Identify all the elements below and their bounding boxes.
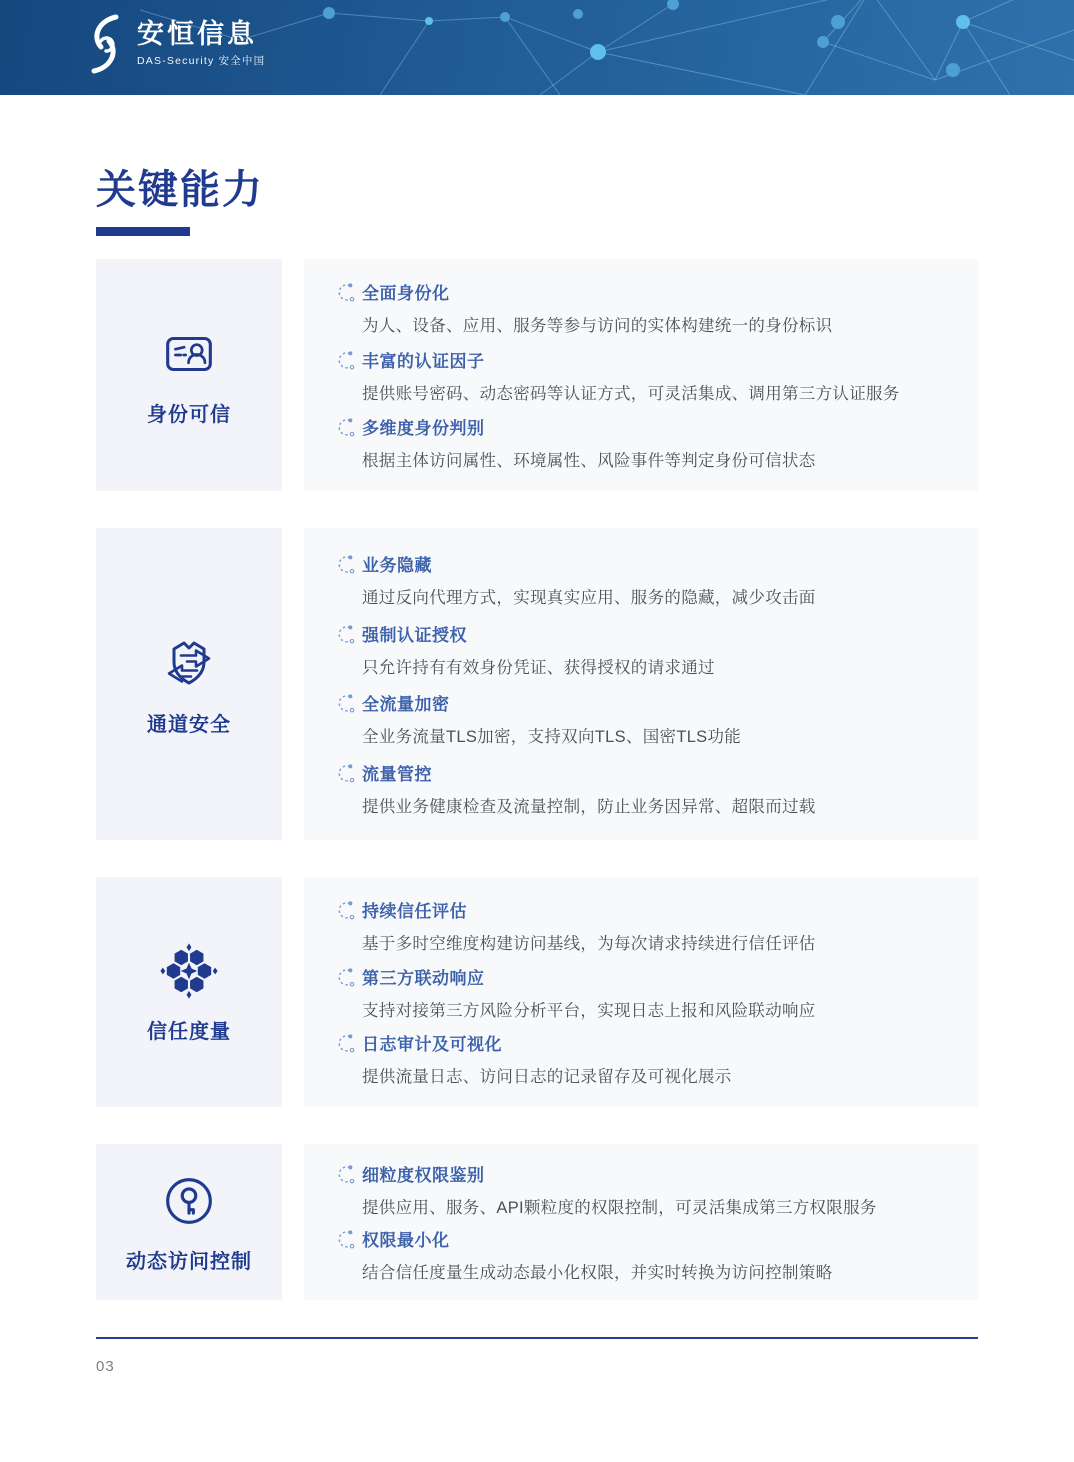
- capability-item: [336, 1030, 958, 1087]
- capability-item: [336, 414, 958, 471]
- dashed-arc-bullet-icon: [336, 763, 356, 785]
- id-card-icon: [158, 323, 220, 385]
- capability-section: [96, 877, 978, 1107]
- capability-item: [336, 1161, 958, 1218]
- capability-card-label: 动态访问控制: [126, 1251, 252, 1273]
- capability-item: [336, 760, 958, 817]
- capability-item-description: 提供业务健康检查及流量控制，防止业务因异常、超限而过载: [362, 798, 816, 817]
- capability-item: [336, 551, 958, 608]
- capability-item-title: 全流量加密: [362, 695, 450, 715]
- capability-item-title: 权限最小化: [362, 1230, 450, 1250]
- capability-item: [336, 621, 958, 678]
- capability-item-title: 业务隐藏: [362, 555, 432, 575]
- page-title: 关键能力: [96, 168, 264, 212]
- dashed-arc-bullet-icon: [336, 1033, 356, 1055]
- company-logo: [84, 13, 265, 75]
- dashed-arc-bullet-icon: [336, 624, 356, 646]
- page-number: 03: [96, 1358, 115, 1375]
- capability-card: [96, 259, 282, 491]
- capability-item-title: 持续信任评估: [362, 901, 467, 921]
- logo-text: [137, 20, 265, 69]
- capability-item-description: 提供账号密码、动态密码等认证方式，可灵活集成、调用第三方认证服务: [362, 384, 900, 403]
- dashed-arc-bullet-icon: [336, 693, 356, 715]
- shield-arrows-icon: [157, 631, 221, 695]
- capability-card: [96, 877, 282, 1107]
- capability-item-title: 第三方联动响应: [362, 968, 485, 988]
- capability-card: [96, 1144, 282, 1300]
- dashed-arc-bullet-icon: [336, 900, 356, 922]
- dashed-arc-bullet-icon: [336, 1229, 356, 1251]
- capability-section: [96, 1144, 978, 1300]
- capability-item: [336, 279, 958, 336]
- capability-item-description: 只允许持有有效身份凭证、获得授权的请求通过: [362, 658, 715, 677]
- capability-item-description: 提供流量日志、访问日志的记录留存及可视化展示: [362, 1068, 732, 1087]
- capability-item-description: 提供应用、服务、API颗粒度的权限控制，可灵活集成第三方权限服务: [362, 1199, 877, 1218]
- snowflake-icon: [158, 940, 220, 1002]
- capability-item: [336, 897, 958, 954]
- capability-item-description: 结合信任度量生成动态最小化权限，并实时转换为访问控制策略: [362, 1263, 833, 1282]
- capability-items-panel: [304, 528, 978, 840]
- capability-item-description: 支持对接第三方风险分析平台，实现日志上报和风险联动响应: [362, 1001, 816, 1020]
- key-icon: [158, 1170, 220, 1232]
- dashed-arc-bullet-icon: [336, 282, 356, 304]
- capability-section: [96, 259, 978, 491]
- capability-item-description: 根据主体访问属性、环境属性、风险事件等判定身份可信状态: [362, 451, 816, 470]
- capability-card-label: 身份可信: [147, 404, 231, 426]
- header-banner: [0, 0, 1074, 95]
- dashed-arc-bullet-icon: [336, 350, 356, 372]
- capability-items-panel: [304, 877, 978, 1107]
- logo-subtitle: DAS-Security 安全中国: [137, 55, 266, 68]
- capability-item-title: 细粒度权限鉴别: [362, 1166, 485, 1186]
- dashed-arc-bullet-icon: [336, 1164, 356, 1186]
- capability-items-panel: [304, 1144, 978, 1300]
- capability-item: [336, 1226, 958, 1283]
- capability-item: [336, 964, 958, 1021]
- capability-item-title: 多维度身份判别: [362, 418, 485, 438]
- capability-item-title: 流量管控: [362, 765, 432, 785]
- dashed-arc-bullet-icon: [336, 417, 356, 439]
- capability-card-label: 通道安全: [147, 714, 231, 736]
- das-swirl-logo-icon: [84, 13, 126, 75]
- capability-section: [96, 528, 978, 840]
- dashed-arc-bullet-icon: [336, 554, 356, 576]
- capability-item-title: 日志审计及可视化: [362, 1035, 502, 1055]
- title-underline: [96, 227, 190, 236]
- capability-card-label: 信任度量: [147, 1021, 231, 1043]
- page-content: [0, 170, 1074, 1300]
- capability-item-description: 全业务流量TLS加密，支持双向TLS、国密TLS功能: [362, 728, 742, 747]
- capability-item-title: 强制认证授权: [362, 625, 467, 645]
- capability-item-description: 基于多时空维度构建访问基线，为每次请求持续进行信任评估: [362, 934, 816, 953]
- capability-item-title: 全面身份化: [362, 284, 450, 304]
- capability-item-description: 通过反向代理方式，实现真实应用、服务的隐藏，减少攻击面: [362, 588, 816, 607]
- capability-item: [336, 347, 958, 404]
- logo-title: 安恒信息: [137, 18, 257, 49]
- footer-divider: [96, 1337, 978, 1339]
- capability-item-title: 丰富的认证因子: [362, 351, 485, 371]
- capability-card: [96, 528, 282, 840]
- capability-item: [336, 690, 958, 747]
- sections: [96, 259, 978, 1300]
- capability-items-panel: [304, 259, 978, 491]
- capability-item-description: 为人、设备、应用、服务等参与访问的实体构建统一的身份标识: [362, 317, 833, 336]
- dashed-arc-bullet-icon: [336, 967, 356, 989]
